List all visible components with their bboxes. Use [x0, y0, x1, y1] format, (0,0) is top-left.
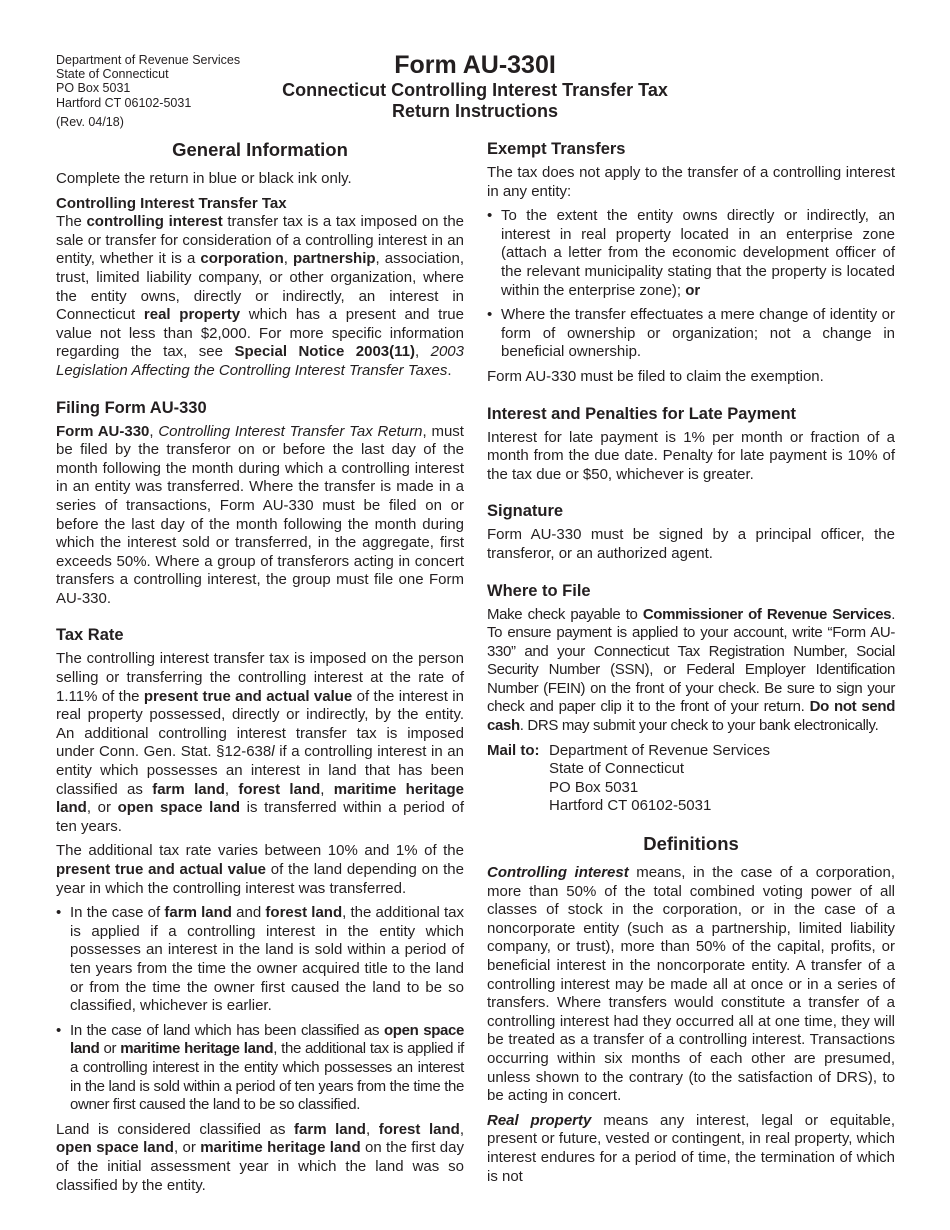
agency-line: Hartford CT 06102-5031: [56, 95, 192, 110]
form-subtitle: Connecticut Controlling Interest Transfer Tax: [282, 80, 668, 100]
list-item: • Where the transfer effectuates a mere change of identity or form of ownership or organization; not a change in beneficial ownership.: [487, 306, 895, 362]
penalties-heading: Interest and Penalties for Late Payment: [487, 404, 797, 423]
mail-line: Department of Revenue Services: [549, 741, 770, 759]
general-information-heading: General Information: [172, 139, 348, 160]
cit-paragraph: The controlling interest transfer tax is a tax imposed on the sale or transfer for consideration of a controlling interest in an entity, whether it is a corporation, partnership, association, trust, limited liability company, or other organization, where the entity owns, directly or indirectly, an interest in Connecticut real property which has a present and true value not less than $2,000. For more specific information regarding the tax, see Special Notice 2003(11), 2003 Legislation Affecting the Controlling Interest Transfer Taxes.: [56, 213, 464, 379]
filing-heading: Filing Form AU-330: [56, 398, 207, 417]
definitions-heading: Definitions: [643, 833, 739, 855]
exempt-intro: The tax does not apply to the transfer of a controlling interest in any entity:: [487, 164, 895, 200]
exempt-list: [487, 207, 895, 362]
penalties-paragraph: Interest for late payment is 1% per month or fraction of a month from the due date. Penalty for late payment is 10% of the tax due or $50, whichever is greater.: [487, 428, 895, 483]
additional-rate-paragraph: The additional tax rate varies between 10% and 1% of the present true and actual value of the land depending on the year in which the controlling interest was transferred.: [56, 842, 464, 897]
real-property-definition: Real property means any interest, legal or equitable, present or future, vested or contingent, in real property, which interest endures for a period of time, the termination of which is not: [487, 1111, 895, 1185]
title-block: [250, 50, 700, 122]
agency-line: Department of Revenue Services: [56, 53, 241, 67]
mail-line: PO Box 5031: [549, 778, 639, 796]
signature-heading: Signature: [487, 502, 564, 521]
mail-to-label: Mail to:: [487, 741, 540, 759]
where-to-file-paragraph: Make check payable to Commissioner of Revenue Services. To ensure payment is applied to your account, write “Form AU-330” and your Connecticut Tax Registration Number, Social Security Number (SSN), or Federal Employer Identification Number (FEIN) on the front of your check. Be sure to sign your check and paper clip it to the front of your return. Do not send cash. DRS may submit your check to your bank electronically.: [487, 605, 896, 735]
agency-address: [56, 53, 240, 129]
controlling-interest-definition: Controlling interest means, in the case of a corporation, more than 50% of the total combined voting power of all classes of stock in the corporation, or in the case of a noncorporate entity (such as a partnership, limited liability company, or trust), more than 50% of the capital, profits, or beneficial interest in the noncorporate entity. A transfer of a controlling interest may be made all at once or in a series of transfers. Where transfers would constitute a transfer of a controlling interest had they occurred all at one time, they will be treated as a transfer of a controlling interest. Transactions occurring within six months of each other are presumed, unless shown to the contrary (to the satisfaction of DRS), to be acting in concert.: [487, 864, 895, 1105]
right-column: [487, 138, 895, 1192]
agency-line: State of Connecticut: [56, 67, 169, 82]
classified-land-paragraph: Land is considered classified as farm land, forest land, open space land, or maritime heritage land on the first day of the initial assessment year in which the land was so classified by the entity.: [56, 1120, 464, 1194]
exempt-claim: Form AU-330 must be filed to claim the exemption.: [487, 367, 824, 385]
list-item: • In the case of land which has been classified as open space land or maritime heritage land, the additional tax is applied if a controlling interest in the entity which possesses an interest in the land is sold within a period of ten years from the time the owner first caused the land to be so classified.: [56, 1022, 464, 1115]
ink-note: Complete the return in blue or black ink only.: [56, 170, 352, 187]
tax-rate-list: [56, 904, 464, 1115]
agency-line: PO Box 5031: [56, 81, 131, 96]
list-item: • In the case of farm land and forest land, the additional tax is applied if a controlling interest in the entity which possesses an interest in the land is sold within a period of ten years from the time the owner acquired title to the land or from the time the owner first caused the land to be so classified, whichever is earlier.: [56, 904, 464, 1016]
mailing-address: [487, 742, 895, 816]
filing-paragraph: Form AU-330, Controlling Interest Transfer Tax Return, must be filed by the transferor on or before the last day of the month following the month during which a controlling interest in an entity was transferred. Where the transfer is made in a series of transactions, Form AU-330 must be filed on or before the last day of the month following the month during which the interest sold or transferred, in the aggregate, first exceeds 50%. Where a group of transferors acting in concert transfers a controlling interest, the group must file one Form AU-330.: [56, 422, 464, 607]
signature-paragraph: Form AU-330 must be signed by a principal officer, the transferor, or an authorized agent.: [487, 526, 895, 562]
mail-address-lines: [549, 742, 770, 816]
tax-rate-heading: Tax Rate: [56, 626, 124, 645]
left-column: [56, 138, 464, 1201]
revision-date: (Rev. 04/18): [56, 114, 124, 129]
where-to-file-heading: Where to File: [487, 581, 591, 600]
mail-line: Hartford CT 06102-5031: [549, 797, 712, 815]
cit-heading: Controlling Interest Transfer Tax: [56, 194, 287, 212]
form-subtitle-2: Return Instructions: [391, 101, 558, 121]
tax-rate-paragraph: The controlling interest transfer tax is imposed on the person selling or transferring the controlling interest at the rate of 1.11% of the present true and actual value of the interest in real property possessed, directly or indirectly, by the entity. An additional controlling interest transfer tax is imposed under Conn. Gen. Stat. §12-638l if a controlling interest in an entity which possesses an interest in land that has been classified as farm land, forest land, maritime heritage land, or open space land is transferred within a period of ten years.: [56, 650, 465, 835]
exempt-transfers-heading: Exempt Transfers: [487, 140, 626, 158]
mail-line: State of Connecticut: [549, 760, 685, 778]
list-item: • To the extent the entity owns directly or indirectly, an interest in real property located in an enterprise zone (attach a letter from the economic development officer of the relevant municipality stating that the property is located within the enterprise zone); or: [487, 207, 895, 300]
form-title: Form AU-330I: [394, 51, 556, 79]
